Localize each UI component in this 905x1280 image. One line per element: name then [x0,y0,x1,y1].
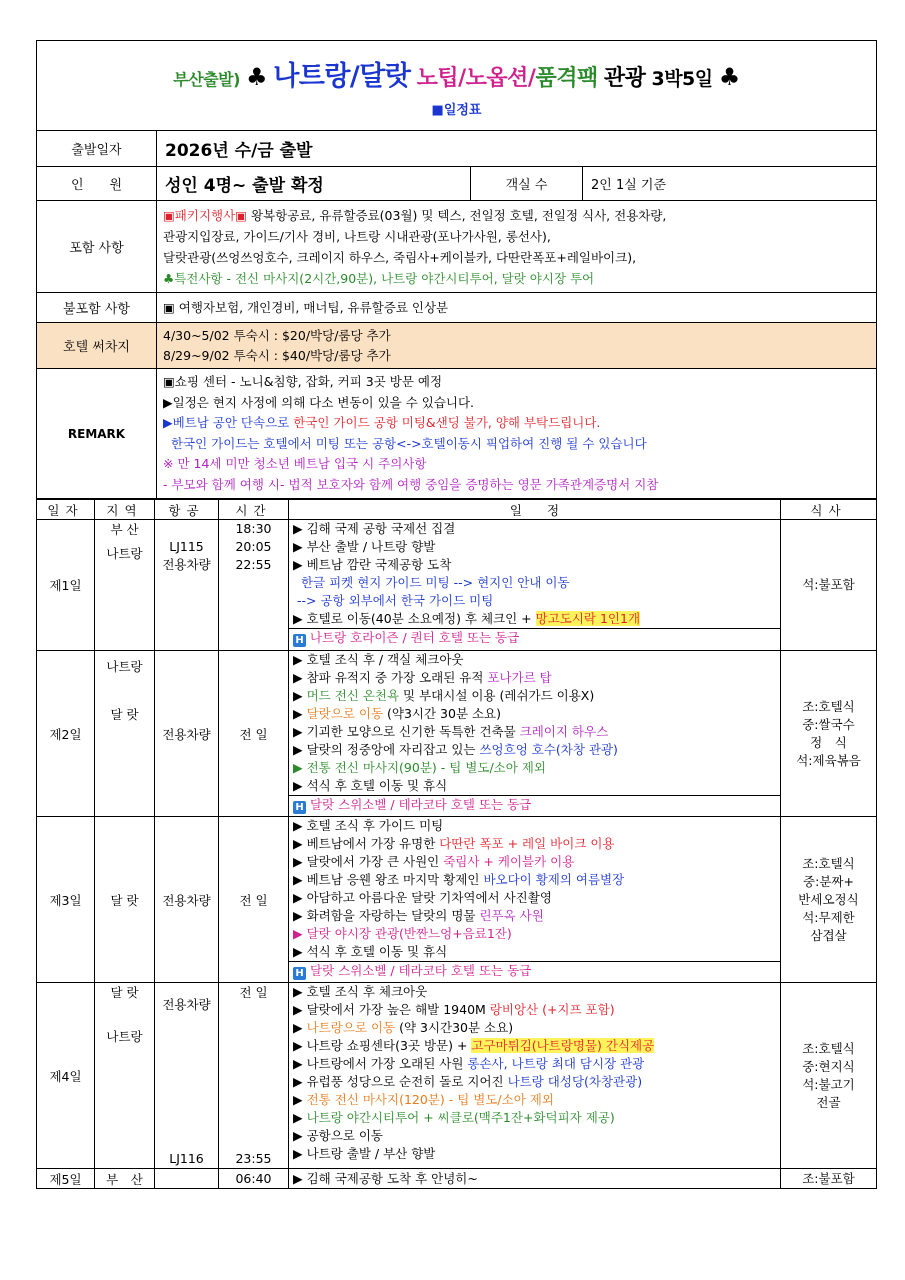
time-cell [219,520,289,651]
meal: 중:현지식 [802,1058,855,1074]
time: 20:05 [235,539,272,554]
plan-item: ▶ 호텔 조식 후 체크아웃 [293,984,428,999]
title-duration: 3박5일 [651,67,713,90]
hotel-name: 달랏 스위소벨 / 테라코타 호텔 또는 동급 [310,797,532,812]
day1-row [37,520,877,651]
hotel-icon: H [293,634,306,647]
transport: 전용차량 [162,997,211,1012]
plan-text: ▶ [293,1092,307,1107]
plan-item: ▶ 호텔 조식 후 가이드 미팅 [293,818,444,833]
people-value: 성인 4명~ 출발 확정 [157,167,471,201]
transport: 전용차량 [155,651,219,817]
remark-line: 한국인 가이드는 호텔에서 미팅 또는 공항<->호텔이동시 픽업하여 진행 될 수 있습니다 [163,435,647,451]
title-cell [37,41,877,131]
info-table [36,40,877,499]
plan-item [293,1055,776,1073]
plan-text: ▶ 호텔로 이동(40분 소요예정) 후 체크인 + [293,611,536,626]
plan-item: ▶ 공항으로 이동 [293,1128,384,1143]
plan-item [293,687,776,705]
time-cell [219,983,289,1169]
day-label: 제1일 [37,520,95,651]
included-line: 관광지입장료, 가이드/기사 경비, 나트랑 시내관광(포나가사원, 롱선사), [163,228,551,244]
title-departure: 부산출발) [173,69,240,89]
surcharge-line: 4/30~5/02 투숙시 : $20/박당/룸당 추가 [163,327,391,343]
plan-item [293,1001,776,1019]
remark-value [157,369,877,499]
plan-text: ▶ 화려함을 자랑하는 달랏의 명물 [293,908,480,923]
plan-item [293,1037,776,1055]
plan-highlight: 포나가르 탑 [487,670,552,685]
plan-item: ▶ 달랏 야시장 관광(반짠느엉+음료1잔) [293,926,512,941]
meal: 정 식 [810,734,847,750]
plan-item: ▶ 전통 전신 마사지(90분) - 팁 별도/소아 제외 [293,760,546,775]
time: 전 일 [239,985,268,1000]
region-cell [95,983,155,1169]
plan-highlight: 쓰엉흐엉 호수(차창 관광) [479,742,618,757]
plan-item [293,907,776,925]
included-line: 달랏관광(쓰엉쓰엉호수, 크레이지 하우스, 죽림사+케이블카, 다딴란폭포+레일바이크), [163,249,637,265]
plan-item [293,1091,776,1109]
day2-row [37,651,877,817]
plan-highlight: 나트랑 대성당(차창관광) [507,1074,643,1089]
meal-cell [781,817,877,983]
header-meal: 식사 [781,500,877,520]
plan-item [293,610,776,628]
plan-item [293,1073,776,1091]
meal-cell [781,651,877,817]
header-region: 지역 [95,500,155,520]
region-cell [95,520,155,651]
day4-row [37,983,877,1169]
plan-text: ▶ 기괴한 모양으로 신기한 독특한 건축물 [293,724,520,739]
region: 달 랏 [110,707,139,722]
transport: 전용차량 [155,817,219,983]
room-value: 2인 1실 기준 [583,167,877,201]
hotel-row [289,795,780,814]
plan-highlight: 바오다이 황제의 여름별장 [483,872,625,887]
included-line: 왕복항공료, 유류할증료(03월) 및 텍스, 전일정 호텔, 전일정 식사, 전용차량, [247,207,667,223]
header-day: 일자 [37,500,95,520]
meal: 석:제육볶음 [796,752,861,768]
remark-line: ▶일정은 현지 사정에 의해 다소 변동이 있을 수 있습니다. [163,394,475,410]
plan-item [293,741,776,759]
plan-highlight: 랑비앙산 (+지프 포함) [489,1002,615,1017]
plan-text: ▶ 달랏에서 가장 높은 해발 1940M [293,1002,490,1017]
excluded-value: ▣ 여행자보험, 개인경비, 매너팁, 유류할증료 인상분 [157,293,877,323]
hotel-icon: H [293,801,306,814]
remark-label: REMARK [37,369,157,499]
hotel-row [289,961,780,980]
hotel-name: 달랏 스위소벨 / 테라코타 호텔 또는 동급 [310,963,532,978]
plan-cell [289,817,781,983]
schedule-table [36,499,877,1189]
time: 23:55 [235,1151,272,1166]
title-destination: 나트랑/달랏 [273,60,411,92]
header-time: 시간 [219,500,289,520]
surcharge-value [157,323,877,369]
plan-item: ▶ 나트랑 출발 / 부산 향발 [293,1146,436,1161]
plan-highlight: 죽림사 + 케이블카 이용 [443,854,575,869]
excluded-label: 불포함 사항 [37,293,157,323]
plan-item [293,871,776,889]
special-benefits: ♣특전사항 - 전신 마사지(2시간,90분), 나트랑 야간시티투어, 달랏 야시장 투어 [163,270,595,286]
plan-text: ▶ [293,1020,307,1035]
plan-item: ▶ 아담하고 아름다운 달랏 기차역에서 사진촬영 [293,890,552,905]
day5-row [37,1169,877,1189]
meal: 중:분짜+ [803,873,854,889]
plan-item [293,669,776,687]
region: 달 랏 [95,817,155,983]
hotel-row [289,628,780,647]
surcharge-line: 8/29~9/02 투숙시 : $40/박당/룸당 추가 [163,347,391,363]
included-label: 포함 사항 [37,201,157,293]
time: 전 일 [219,817,289,983]
date-label: 출발일자 [37,131,157,167]
title-package: 품격팩 [535,65,598,91]
flight: LJ116 [169,1151,204,1166]
included-value [157,201,877,293]
plan-item [293,705,776,723]
plan-highlight: 머드 전신 온천욕 [306,688,400,703]
day3-row [37,817,877,983]
remark-warning: 한국인 가이드 공항 미팅&샌딩 불가, 양해 부탁드립니다. [293,415,601,430]
meal: 석:무제한 [802,909,855,925]
plan-item [293,723,776,741]
remark-line: ▶베트남 공안 단속으로 [163,415,294,430]
plan-text: ▶ 나트랑에서 가장 오래된 사원 [293,1056,468,1071]
plan-highlight: 고구마튀김(나트랑명물) 간식제공 [471,1038,655,1053]
flight-cell [155,520,219,651]
remark-line: ▣쇼핑 센터 - 노니&침향, 잡화, 커피 3곳 방문 예정 [163,374,443,389]
plan-item: ▶ 부산 출발 / 나트랑 향발 [293,539,436,554]
region: 나트랑 [106,1029,143,1044]
plan-highlight: 크레이지 하우스 [519,724,609,739]
day-label: 제4일 [37,983,95,1169]
meal: 중:쌀국수 [802,716,855,732]
plan-highlight: 나트랑으로 이동 [306,1020,396,1035]
plan-highlight: 망고도시락 1인1개 [535,611,641,626]
package-tag: ▣패키지행사▣ [163,207,247,223]
meal: 조:불포함 [781,1169,877,1189]
surcharge-label: 호텔 써차지 [37,323,157,369]
day-label: 제5일 [37,1169,95,1189]
plan-cell [289,983,781,1169]
hotel-icon: H [293,967,306,980]
subtitle: ■일정표 [431,102,482,118]
meal: 조:호텔식 [802,1040,855,1056]
plan-item [293,853,776,871]
meal: 전골 [816,1094,841,1110]
plan-item: 한글 피켓 현지 가이드 미팅 --> 현지인 안내 이동 [293,575,570,590]
region: 부 산 [95,1169,155,1189]
plan-item: --> 공항 외부에서 한국 가이드 미팅 [293,593,494,608]
region: 나트랑 [106,546,143,561]
day-label: 제3일 [37,817,95,983]
plan-item: ▶ 김해 국제 공항 국제선 집결 [293,521,456,536]
header-plan: 일 정 [289,500,781,520]
time: 전 일 [219,651,289,817]
plan-text: ▶ 달랏에서 가장 큰 사원인 [293,854,444,869]
plan-highlight: 전통 전신 마사지(120분) - 팁 별도/소아 제외 [306,1092,554,1107]
plan-highlight: 린푸옥 사원 [479,908,544,923]
plan-item: ▶ 석식 후 호텔 이동 및 휴식 [293,944,448,959]
plan-highlight: 나트랑 야간시티투어 + 씨클로(맥주1잔+화덕피자 제공) [306,1110,615,1125]
meal: 석:불고기 [802,1076,855,1092]
plan-cell [289,520,781,651]
flight: LJ115 [169,539,204,554]
region: 달 랏 [110,985,139,1000]
plan-item [293,1019,776,1037]
plan-text: 및 부대시설 이용 (레쉬가드 이용X) [399,688,595,703]
meal-cell [781,983,877,1169]
meal: 석:불포함 [781,520,877,651]
hotel-name: 나트랑 호라이즌 / 퀀터 호텔 또는 동급 [310,630,520,645]
day-label: 제2일 [37,651,95,817]
itinerary-document [36,40,876,1189]
plan-item: ▶ 석식 후 호텔 이동 및 휴식 [293,778,448,793]
plan-item [293,835,776,853]
plan-text: ▶ 참파 유적지 중 가장 오래된 유적 [293,670,488,685]
plan-text: ▶ 베트남 응웬 왕조 마지막 황제인 [293,872,484,887]
plan-text: ▶ [293,706,307,721]
club-icon: ♣ [718,62,740,91]
meal: 조:호텔식 [802,855,855,871]
flight-cell [155,1169,219,1189]
plan-text: (약 3시간30분 소요) [395,1020,514,1035]
meal: 반세오정식 [798,891,859,907]
region: 부 산 [110,522,139,537]
remark-line: - 부모와 함께 여행 시- 법적 보호자와 함께 여행 중임을 증명하는 영문 가족관계증명서 지참 [163,476,659,492]
region: 나트랑 [106,659,143,674]
header-flight: 항공 [155,500,219,520]
plan-cell [289,651,781,817]
plan-highlight: 다딴란 폭포 + 레일 바이크 이용 [439,836,615,851]
plan-item: ▶ 김해 국제공항 도착 후 안녕히~ [289,1169,781,1189]
flight-cell [155,983,219,1169]
transport: 전용차량 [162,557,211,572]
remark-line: ※ 만 14세 미만 청소년 베트남 입국 시 주의사항 [163,456,427,471]
plan-highlight: 달랏으로 이동 [306,706,384,721]
plan-text: (약3시간 30분 소요) [383,706,502,721]
people-label: 인 원 [37,167,157,201]
plan-text: ▶ 베트남에서 가장 유명한 [293,836,440,851]
plan-item [293,1109,776,1127]
plan-text: ▶ [293,1110,307,1125]
time: 06:40 [219,1169,289,1189]
region-cell [95,651,155,817]
plan-text: ▶ 유럽풍 성당으로 순전히 돌로 지어진 [293,1074,508,1089]
plan-item: ▶ 호텔 조식 후 / 객실 체크아웃 [293,652,464,667]
plan-highlight: 롱손사, 나트랑 최대 담시장 관광 [467,1056,645,1071]
title-options: 노팁/노옵션/ [416,65,536,91]
time: 22:55 [235,557,272,572]
date-value: 2026년 수/금 출발 [157,131,877,167]
title-tour: 관광 [603,65,646,91]
club-icon: ♣ [246,62,268,91]
plan-text: ▶ 달랏의 정중앙에 자리잡고 있는 [293,742,480,757]
plan-text: ▶ [293,688,307,703]
plan-text: ▶ 나트랑 쇼핑센타(3곳 방문) + [293,1038,472,1053]
room-label: 객실 수 [471,167,583,201]
meal: 삼겹살 [810,927,847,943]
meal: 조:호텔식 [802,698,855,714]
time: 18:30 [235,521,272,536]
page-title [37,54,876,93]
plan-item: ▶ 베트남 깜란 국제공항 도착 [293,557,452,572]
